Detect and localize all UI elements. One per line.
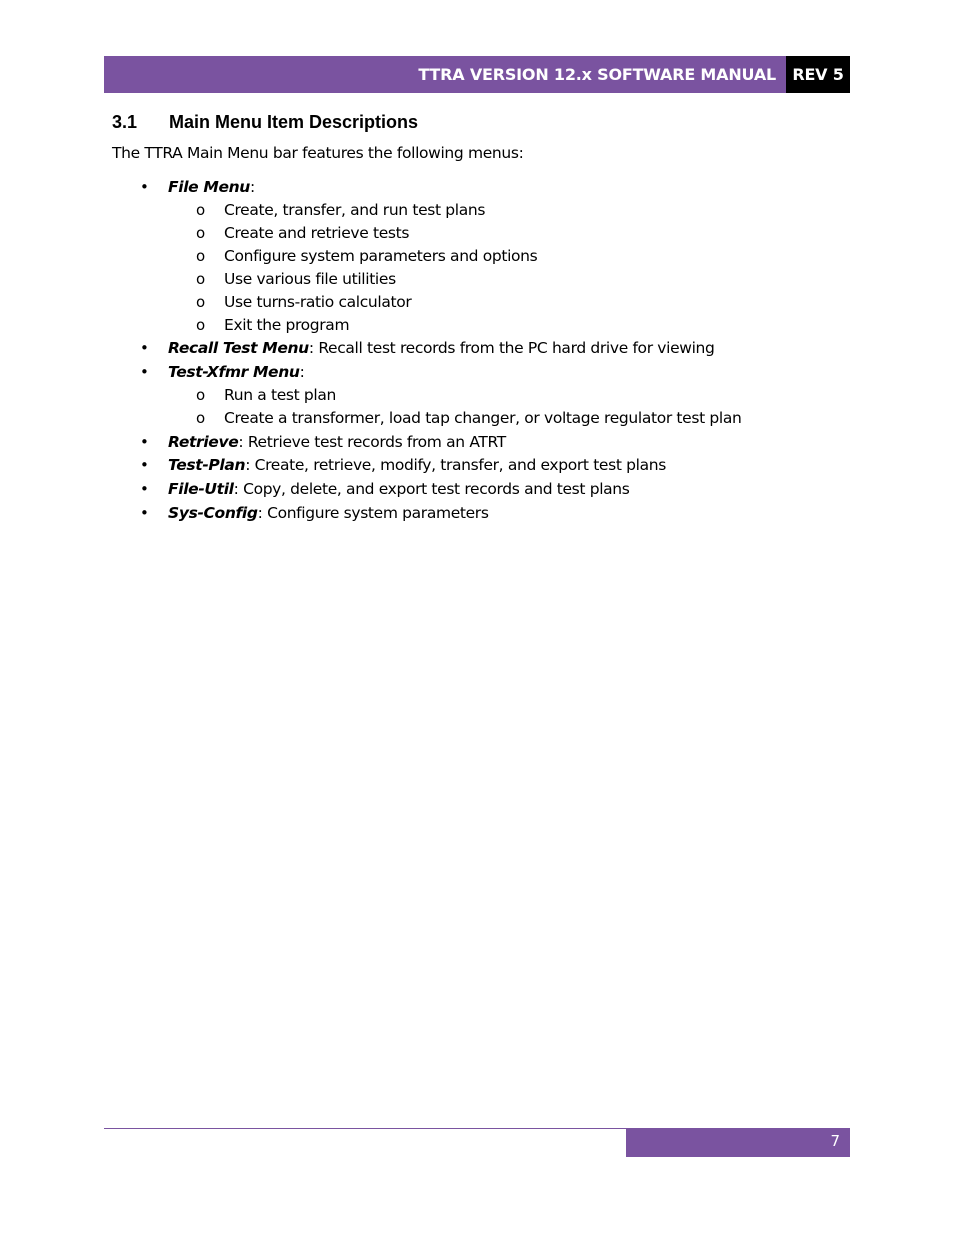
menu-term: File Menu [168,178,250,196]
menu-description: : Create, retrieve, modify, transfer, and export test plans [245,456,666,474]
sub-item-text: Create and retrieve tests [224,224,410,242]
sub-item-text: Use turns-ratio calculator [224,293,412,311]
footer-divider [104,1128,626,1129]
sub-item-text: Use various file utilities [224,270,396,288]
sub-item-text: Create, transfer, and run test plans [224,201,486,219]
menu-term: Test-Xfmr Menu [168,363,300,381]
circle-bullet-icon: o [196,247,205,265]
menu-description: : Configure system parameters [257,504,489,522]
section-title: Main Menu Item Descriptions [169,112,419,132]
sub-item-text: Create a transformer, load tap changer, or voltage regulator test plan [224,409,742,427]
circle-bullet-icon: o [196,201,205,219]
bullet-icon: • [140,363,149,381]
circle-bullet-icon: o [196,409,205,427]
footer-bar [626,1128,850,1157]
bullet-icon: • [140,178,149,196]
sub-item-text: Run a test plan [224,386,336,404]
bullet-icon: • [140,504,149,522]
menu-term: Retrieve [168,433,239,451]
circle-bullet-icon: o [196,386,205,404]
menu-description: : Retrieve test records from an ATRT [238,433,506,451]
sub-item-text: Exit the program [224,316,350,334]
circle-bullet-icon: o [196,316,205,334]
bullet-icon: • [140,339,149,357]
header-bar [104,56,786,93]
menu-term: Recall Test Menu [168,339,309,357]
page-number: 7 [830,1132,840,1150]
menu-description: : Recall test records from the PC hard drive for viewing [308,339,715,357]
menu-term: Test-Plan [168,456,246,474]
circle-bullet-icon: o [196,224,205,242]
circle-bullet-icon: o [196,270,205,288]
section-number: 3.1 [112,112,138,132]
circle-bullet-icon: o [196,293,205,311]
intro-paragraph: The TTRA Main Menu bar features the following menus: [112,144,524,162]
menu-description: : Copy, delete, and export test records and test plans [233,480,630,498]
bullet-icon: • [140,456,149,474]
bullet-icon: • [140,433,149,451]
menu-term: Sys-Config [168,504,258,522]
menu-term: File-Util [168,480,234,498]
menu-description: : [299,363,305,381]
menu-description: : [249,178,255,196]
bullet-icon: • [140,480,149,498]
sub-item-text: Configure system parameters and options [224,247,538,265]
document-title: TTRA VERSION 12.x SOFTWARE MANUAL [418,65,776,84]
revision-badge: REV 5 [786,56,850,93]
section-heading [112,112,418,133]
